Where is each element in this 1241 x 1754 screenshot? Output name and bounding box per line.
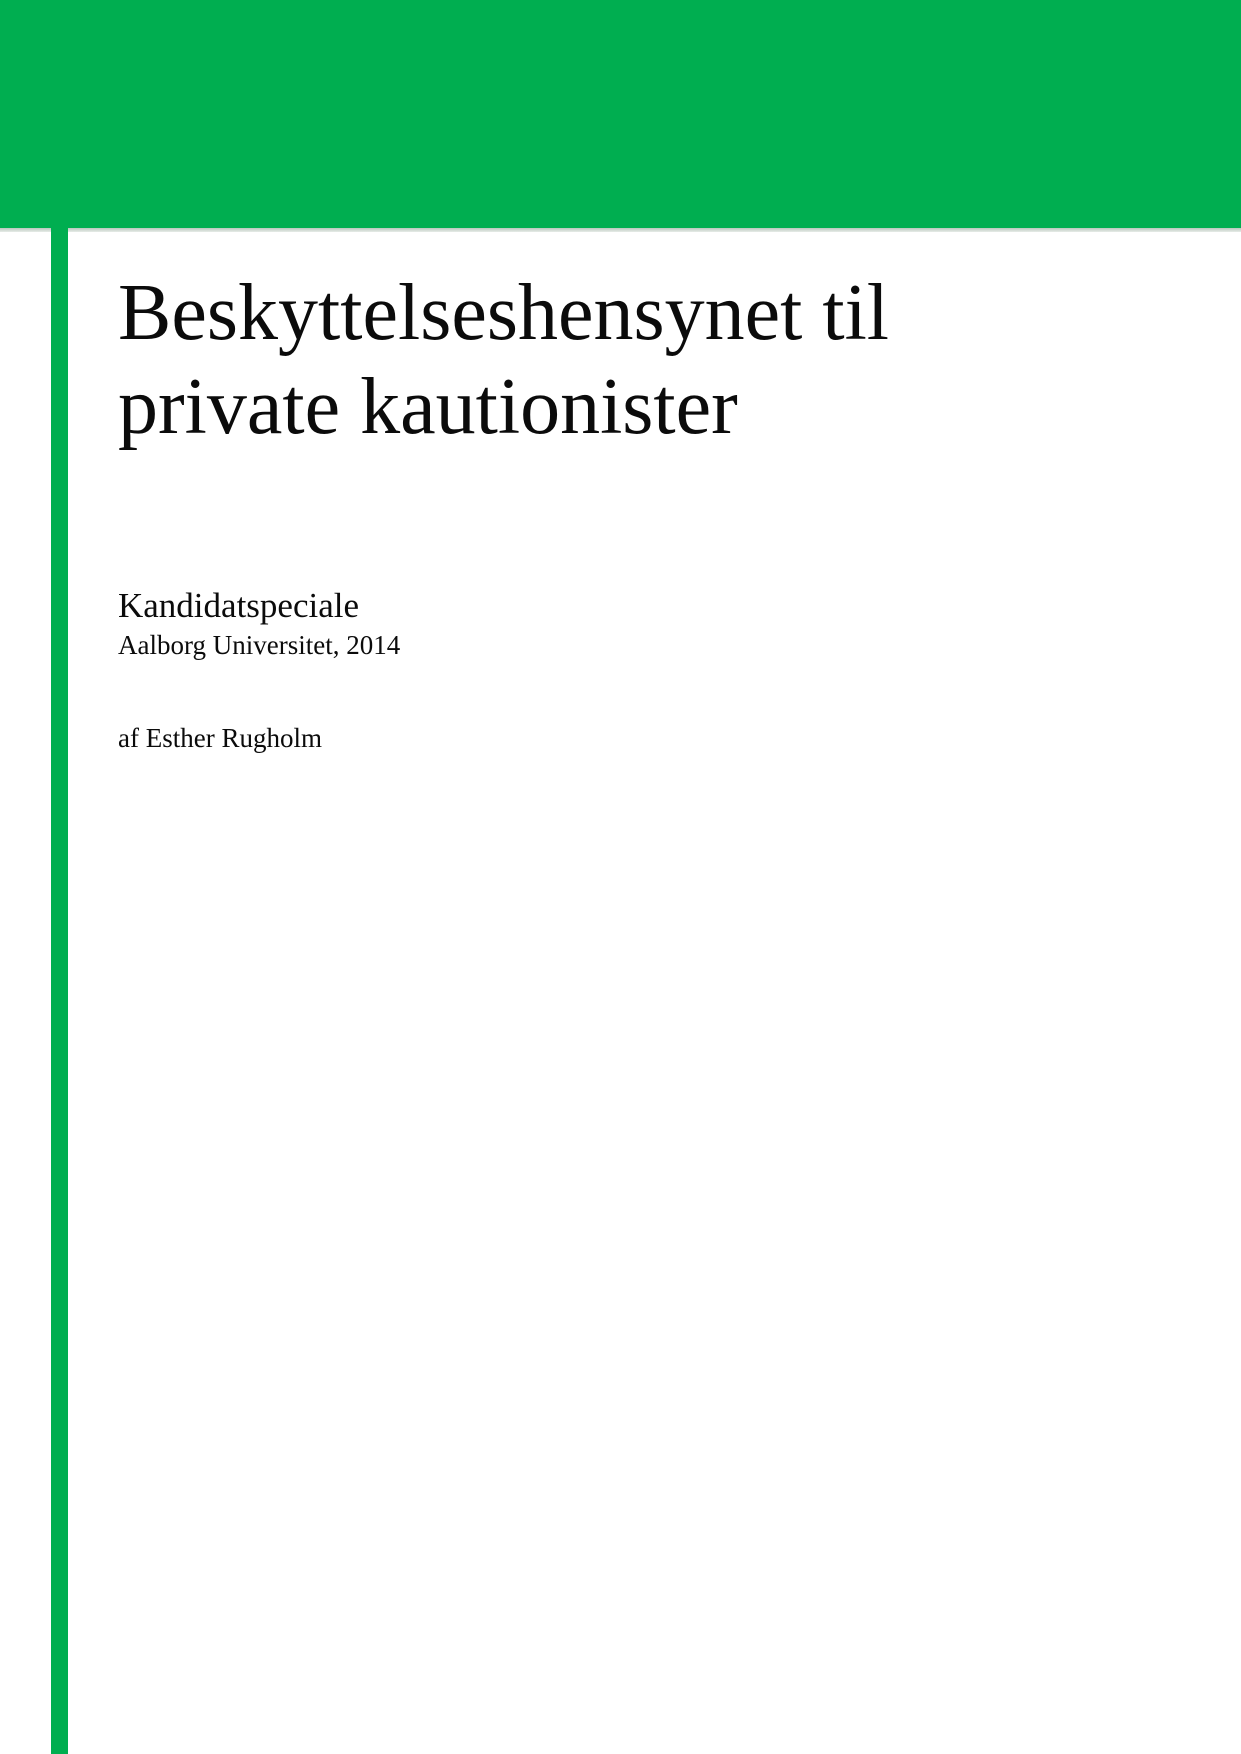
title-line-2: private kautionister bbox=[118, 363, 738, 451]
left-vertical-rule bbox=[51, 228, 68, 1754]
thesis-type: Kandidatspeciale bbox=[118, 586, 360, 625]
top-color-band bbox=[0, 0, 1241, 228]
band-shadow-line bbox=[0, 228, 1241, 232]
institution-year: Aalborg Universitet, 2014 bbox=[118, 630, 401, 660]
author-name: af Esther Rugholm bbox=[118, 723, 322, 753]
thesis-title bbox=[118, 266, 889, 454]
title-line-1: Beskyttelseshensynet til bbox=[118, 269, 890, 357]
